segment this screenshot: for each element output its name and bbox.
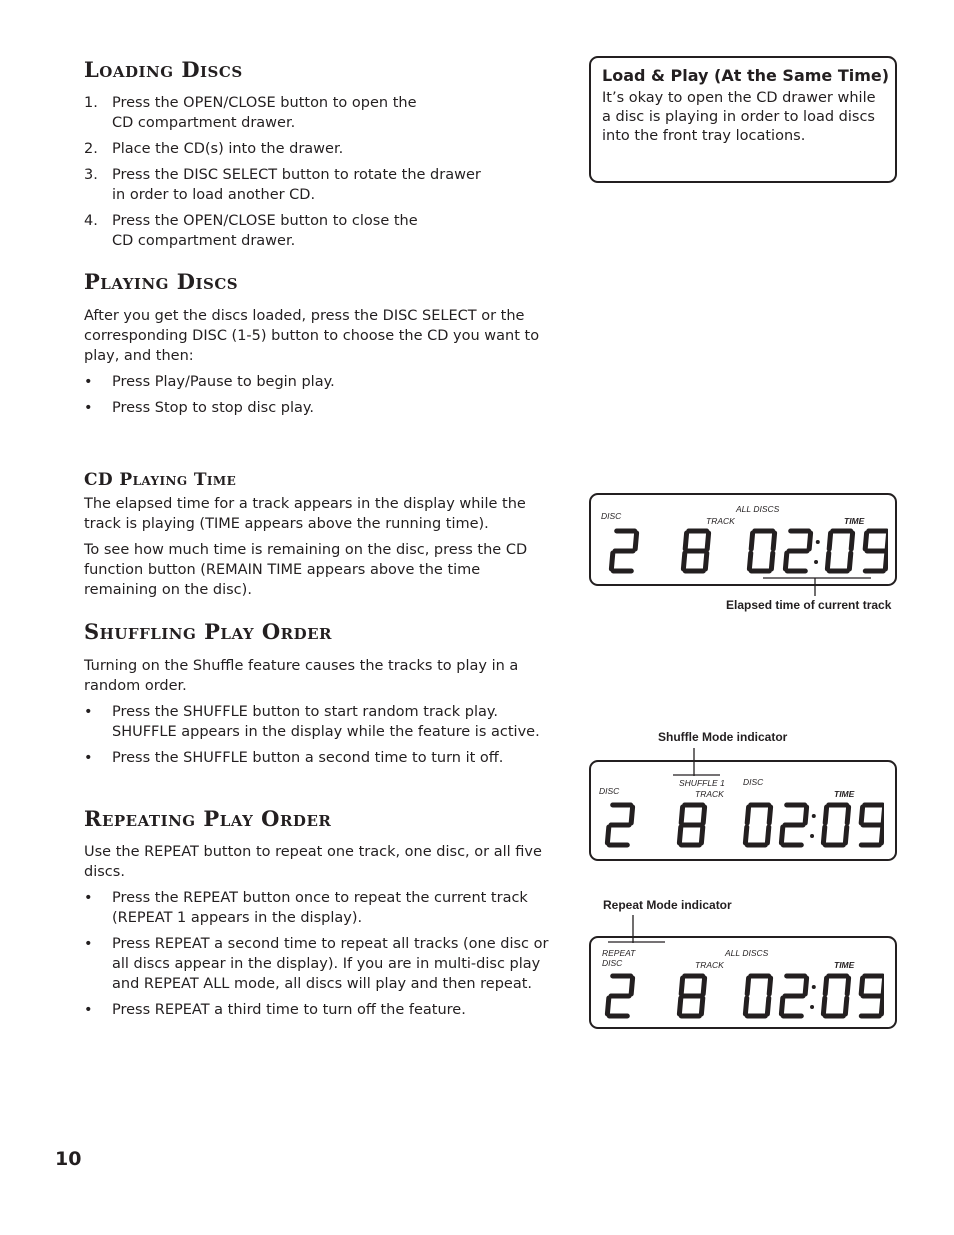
- lcd-disc-label: DISC: [599, 786, 620, 796]
- lcd-digit: [607, 805, 632, 845]
- step-number: 1.: [84, 95, 98, 111]
- list-item: [84, 934, 554, 994]
- lcd-digit: [745, 976, 770, 1016]
- list-item: [84, 165, 554, 205]
- lcd-disc-label: DISC: [602, 958, 623, 968]
- lcd-colon-dot: [810, 834, 814, 838]
- list-item-text: Press REPEAT a second time to repeat all tracks (one disc or all discs appear in the display). If you are in multi-disc play and REPEAT ALL mode, all discs will play and then repeat.: [112, 936, 549, 992]
- step-number: 2.: [84, 141, 98, 157]
- caption-shuffle-mode: Shuffle Mode indicator: [658, 730, 788, 744]
- lcd-digit: [823, 805, 848, 845]
- repeat-section: [84, 842, 554, 1026]
- lcd-digit: [781, 976, 806, 1016]
- lcd-all-discs-label: ALL DISCS: [725, 948, 769, 958]
- lcd-colon-dot: [810, 1005, 814, 1009]
- list-item-text: Press Play/Pause to begin play.: [112, 374, 335, 390]
- heading-playing-discs: Playing Discs: [84, 269, 239, 294]
- list-item-text: Press the REPEAT button once to repeat the current track (REPEAT 1 appears in the display).: [112, 890, 528, 926]
- heading-cd-playing-time: CD Playing Time: [84, 470, 237, 490]
- list-item-text: Press REPEAT a third time to turn off the feature.: [112, 1002, 466, 1018]
- step-number: 4.: [84, 213, 98, 229]
- bullet-marker: •: [84, 704, 93, 720]
- lcd-time-label: TIME: [844, 516, 865, 526]
- list-item: [84, 888, 554, 928]
- callout-title: Load & Play (At the Same Time): [602, 66, 890, 85]
- bullet-marker: •: [84, 750, 93, 766]
- bullet-marker: •: [84, 890, 93, 906]
- lcd-digit: [861, 805, 884, 845]
- lcd-shuffle-label: SHUFFLE 1: [679, 778, 725, 788]
- list-item-text: Press the SHUFFLE button to start random track play. SHUFFLE appears in the display while the feature is active.: [112, 704, 540, 740]
- list-item: [84, 139, 554, 159]
- heading-shuffling-play-order: Shuffling Play Order: [84, 619, 333, 644]
- time-section: [84, 494, 554, 606]
- lcd-repeat-label: REPEAT: [602, 948, 636, 958]
- elapsed-time-bracket: [591, 495, 899, 588]
- repeat-bullets-list: [84, 888, 554, 1020]
- shuffle-bullets-list: [84, 702, 554, 768]
- lcd-track-label: TRACK: [695, 960, 724, 970]
- list-item-text: Press the OPEN/CLOSE button to close the CD compartment drawer.: [112, 213, 418, 249]
- bullet-marker: •: [84, 374, 93, 390]
- callout-text: It’s okay to open the CD drawer while a disc is playing in order to load discs into the front tray locations.: [602, 90, 876, 144]
- load-and-play-callout: [589, 56, 897, 183]
- lcd-digit: [781, 805, 806, 845]
- bullet-marker: •: [84, 1002, 93, 1018]
- heading-loading-discs: Loading Discs: [84, 57, 243, 82]
- lcd-colon-dot: [812, 985, 816, 989]
- list-item: [84, 93, 554, 133]
- playing-intro: After you get the discs loaded, press the DISC SELECT or the corresponding DISC (1-5) button to choose the CD you want to play, and then:: [84, 308, 540, 364]
- page-number: 10: [55, 1148, 82, 1170]
- playing-section: [84, 306, 554, 424]
- list-item-text: Place the CD(s) into the drawer.: [112, 141, 344, 157]
- list-item: [84, 702, 554, 742]
- lcd-all-discs-label: ALL DISCS: [736, 504, 780, 514]
- loading-steps-list: [84, 93, 554, 257]
- lcd-digits: [599, 802, 884, 854]
- lcd-track-label: TRACK: [706, 516, 735, 526]
- list-item-text: Press the OPEN/CLOSE button to open the CD compartment drawer.: [112, 95, 417, 131]
- bullet-marker: •: [84, 936, 93, 952]
- list-item-text: Press the SHUFFLE button a second time to turn it off.: [112, 750, 504, 766]
- lcd-display-elapsed-time: [589, 493, 897, 586]
- shuffle-section: [84, 656, 554, 774]
- time-paragraph-2: To see how much time is remaining on the disc, press the CD function button (REMAIN TIME appears above the time remaining on the disc).: [84, 542, 528, 598]
- shuffle-intro: Turning on the Shuffle feature causes the tracks to play in a random order.: [84, 658, 519, 694]
- list-item: [84, 211, 554, 251]
- lcd-digit: [679, 805, 704, 845]
- lcd-digits: [599, 973, 884, 1025]
- lcd-digit: [861, 976, 884, 1016]
- lcd-digit: [607, 976, 632, 1016]
- lcd-disc2-label: DISC: [743, 777, 764, 787]
- lcd-colon-dot: [812, 814, 816, 818]
- caption-elapsed-time: Elapsed time of current track: [726, 598, 892, 612]
- lcd-time-label: TIME: [834, 960, 855, 970]
- lcd-display-shuffle: [589, 760, 897, 861]
- time-paragraph-1: The elapsed time for a track appears in the display while the track is playing (TIME appears above the running time).: [84, 496, 526, 532]
- lcd-track-label: TRACK: [695, 789, 724, 799]
- heading-repeating-play-order: Repeating Play Order: [84, 806, 332, 831]
- list-item-text: Press Stop to stop disc play.: [112, 400, 315, 416]
- lcd-digit: [823, 976, 848, 1016]
- caption-leader-line: [810, 578, 820, 598]
- lcd-digit: [679, 976, 704, 1016]
- list-item-text: Press the DISC SELECT button to rotate the drawer in order to load another CD.: [112, 167, 481, 203]
- lcd-time-label: TIME: [834, 789, 855, 799]
- lcd-disc-label: DISC: [601, 511, 622, 521]
- step-number: 3.: [84, 167, 98, 183]
- list-item: [84, 748, 554, 768]
- bullet-marker: •: [84, 400, 93, 416]
- lcd-digit: [745, 805, 770, 845]
- list-item: [84, 1000, 554, 1020]
- caption-repeat-mode: Repeat Mode indicator: [603, 898, 732, 912]
- repeat-intro: Use the REPEAT button to repeat one track, one disc, or all five discs.: [84, 844, 542, 880]
- lcd-display-repeat: [589, 936, 897, 1029]
- list-item: [84, 372, 554, 392]
- playing-bullets-list: [84, 372, 554, 418]
- list-item: [84, 398, 554, 418]
